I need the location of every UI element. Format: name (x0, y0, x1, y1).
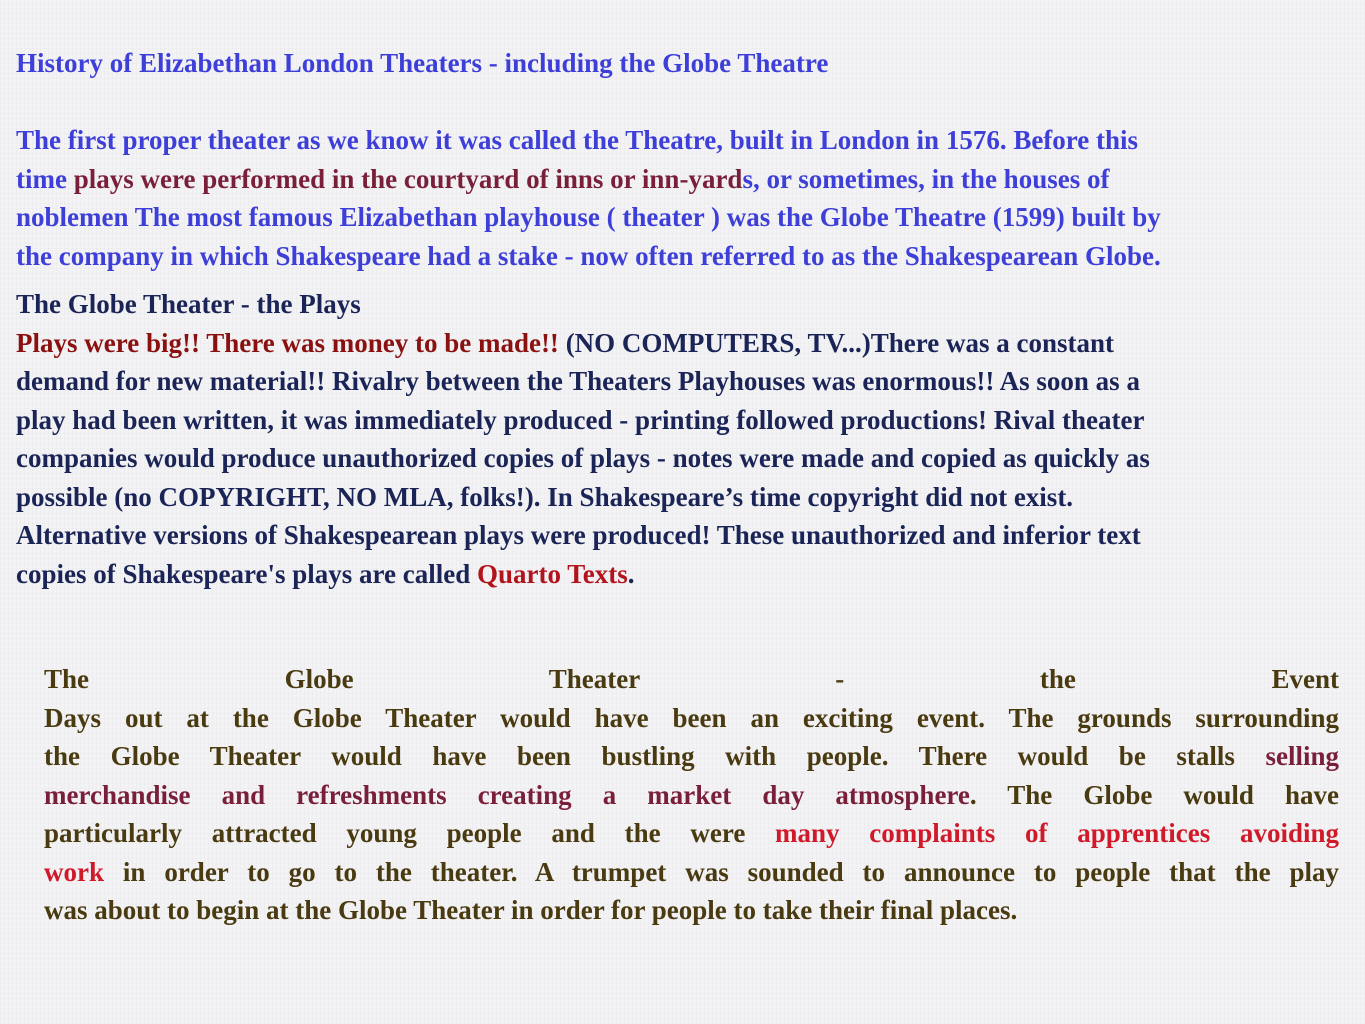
highlight-text: plays were performed in the courtyard of inns or inn-yard (73, 163, 743, 194)
history-line: The first proper theater as we know it was called the Theatre, built in London in 1576. Before this (16, 125, 1139, 155)
plays-heading: The Globe Theater - the Plays (16, 289, 361, 319)
event-line (44, 814, 1339, 853)
event-section (44, 660, 1339, 930)
highlight-text: work (44, 856, 104, 887)
event-line (44, 853, 1339, 892)
plays-line: play had been written, it was immediately produced - printing followed productions! Rival theater (16, 404, 1145, 435)
plays-line (16, 555, 1365, 594)
highlight-text: many complaints of apprentices avoiding (775, 818, 1339, 848)
history-title: History of Elizabethan London Theaters - including the Globe Theatre (16, 48, 829, 78)
plays-line: possible (no COPYRIGHT, NO MLA, folks!). In Shakespeare’s time copyright did not exist. (16, 481, 1074, 512)
plays-line: Alternative versions of Shakespearean plays were produced! These unauthorized and inferior text (16, 520, 1141, 550)
history-line (16, 160, 1365, 199)
highlight-text: selling (1265, 741, 1339, 771)
text-run: particularly attracted young people and the were (44, 818, 776, 848)
text-run: . The Globe would have (969, 779, 1340, 810)
highlight-text: merchandise and refreshments creating a market day atmosphere (44, 779, 970, 810)
plays-line: companies would produce unauthorized copies of plays - notes were made and copied as quickly as (16, 443, 1150, 473)
text-run: . (627, 558, 635, 589)
event-heading: The Globe Theater - the Event (44, 664, 1339, 694)
plays-line (16, 324, 1365, 363)
history-line: the company in which Shakespeare had a stake - now often referred to as the Shakespearean Globe. (16, 240, 1161, 271)
text-run: time (16, 163, 74, 194)
text-run: in order to go to the theater. A trumpet was sounded to announce to people that the play (104, 856, 1339, 887)
event-line (44, 776, 1339, 815)
quarto-texts-term: Quarto Texts (477, 558, 628, 589)
plays-section (16, 285, 1365, 593)
event-line: was about to begin at the Globe Theater in order for people to take their final places. (44, 895, 1018, 925)
text-run: (NO COMPUTERS, TV...)There was a constant (558, 327, 1114, 358)
event-line (44, 737, 1339, 776)
history-section (16, 44, 1365, 275)
text-run: the Globe Theater would have been bustling with people. There would be stalls (44, 741, 1266, 771)
event-line: Days out at the Globe Theater would have been an exciting event. The grounds surrounding (44, 702, 1339, 733)
text-run: copies of Shakespeare's plays are called (16, 558, 478, 589)
text-run: s, or sometimes, in the houses of (742, 163, 1110, 194)
plays-line: demand for new material!! Rivalry between the Theaters Playhouses was enormous!! As soon as a (16, 366, 1140, 396)
spacer (16, 83, 1365, 122)
history-line: noblemen The most famous Elizabethan playhouse ( theater ) was the Globe Theatre (1599) built by (16, 202, 1161, 232)
highlight-text: Plays were big!! There was money to be made!! (16, 327, 559, 358)
